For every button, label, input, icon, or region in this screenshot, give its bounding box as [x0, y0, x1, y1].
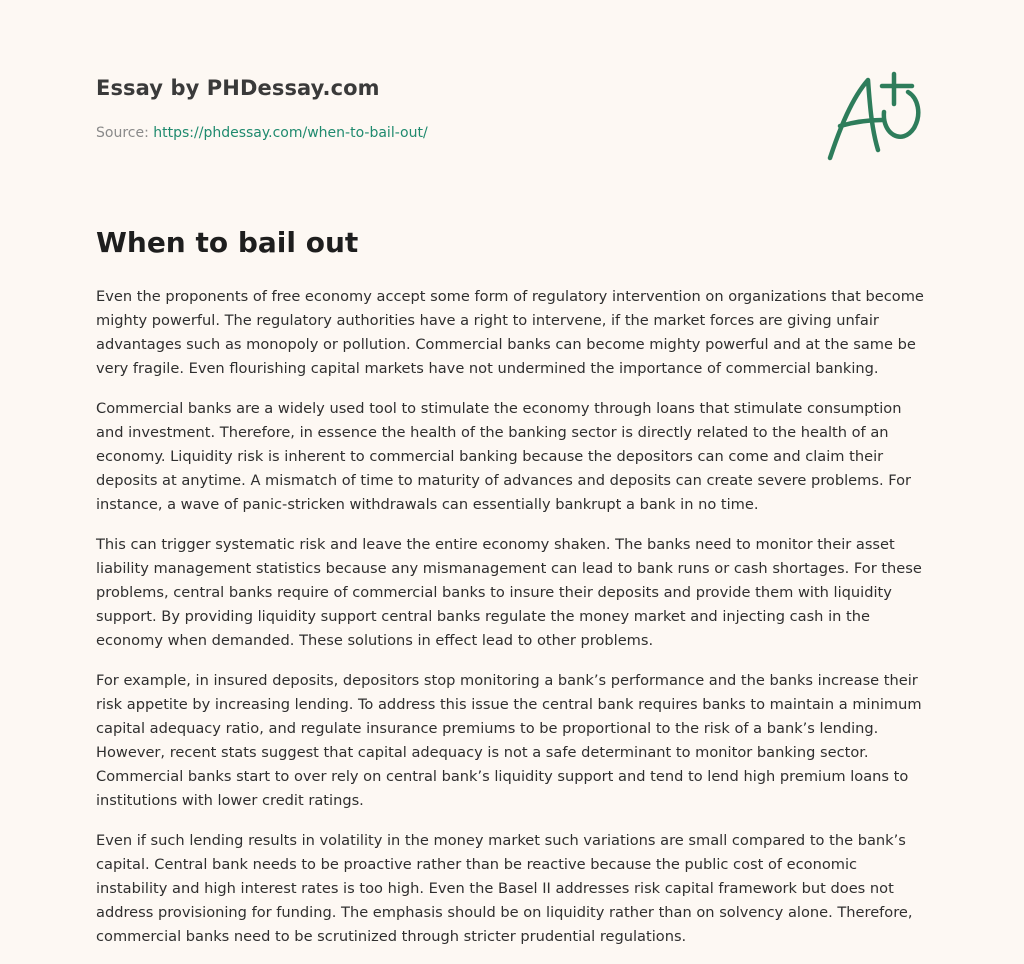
source-line: [96, 125, 428, 141]
essay-title: When to bail out: [96, 226, 359, 259]
page-header: [96, 76, 928, 141]
essay-paragraph: For example, in insured deposits, depositors stop monitoring a bank’s performance and the banks increase their risk appetite by increasing lending. To address this issue the central bank requires banks to maintain a minimum capital adequacy ratio, and regulate insurance premiums to be proportional to the risk of a bank’s lending. However, recent stats suggest that capital adequacy is not a safe determinant to monitor banking sector. Commercial banks start to over rely on central bank’s liquidity support and tend to lend high premium loans to institutions with lower credit ratings.: [96, 672, 922, 809]
site-brand: Essay by PHDessay.com: [96, 76, 380, 100]
essay-body: [96, 285, 928, 964]
essay-paragraph: Even the proponents of free economy accept some form of regulatory intervention on organizations that become mighty powerful. The regulatory authorities have a right to intervene, if the market forces are giving unfair advantages such as monopoly or pollution. Commercial banks can become mighty powerful and at the same be very fragile. Even flourishing capital markets have not undermined the importance of commercial banking.: [96, 288, 924, 377]
source-link[interactable]: https://phdessay.com/when-to-bail-out/: [153, 125, 428, 141]
essay-paragraph: This can trigger systematic risk and leave the entire economy shaken. The banks need to monitor their asset liability management statistics because any mismanagement can lead to bank runs or cash shortages. For these problems, central banks require of commercial banks to insure their deposits and provide them with liquidity support. By providing liquidity support central banks regulate the money market and injecting cash in the economy when demanded. These solutions in effect lead to other problems.: [96, 536, 922, 649]
a-plus-grade-icon: [822, 68, 926, 164]
essay-paragraph: Commercial banks are a widely used tool to stimulate the economy through loans that stimulate consumption and investment. Therefore, in essence the health of the banking sector is directly related to the health of an economy. Liquidity risk is inherent to commercial banking because the depositors can come and claim their deposits at anytime. A mismatch of time to maturity of advances and deposits can create severe problems. For instance, a wave of panic-stricken withdrawals can essentially bankrupt a bank in no time.: [96, 400, 912, 513]
essay-paragraph: Even if such lending results in volatility in the money market such variations are small compared to the bank’s capital. Central bank needs to be proactive rather than be reactive because the public cost of economic instability and high interest rates is too high. Even the Basel II addresses risk capital framework but does not address provisioning for funding. The emphasis should be on liquidity rather than on solvency alone. Therefore, commercial banks need to be scrutinized through stricter prudential regulations.: [96, 832, 913, 945]
source-label: Source:: [96, 125, 149, 141]
